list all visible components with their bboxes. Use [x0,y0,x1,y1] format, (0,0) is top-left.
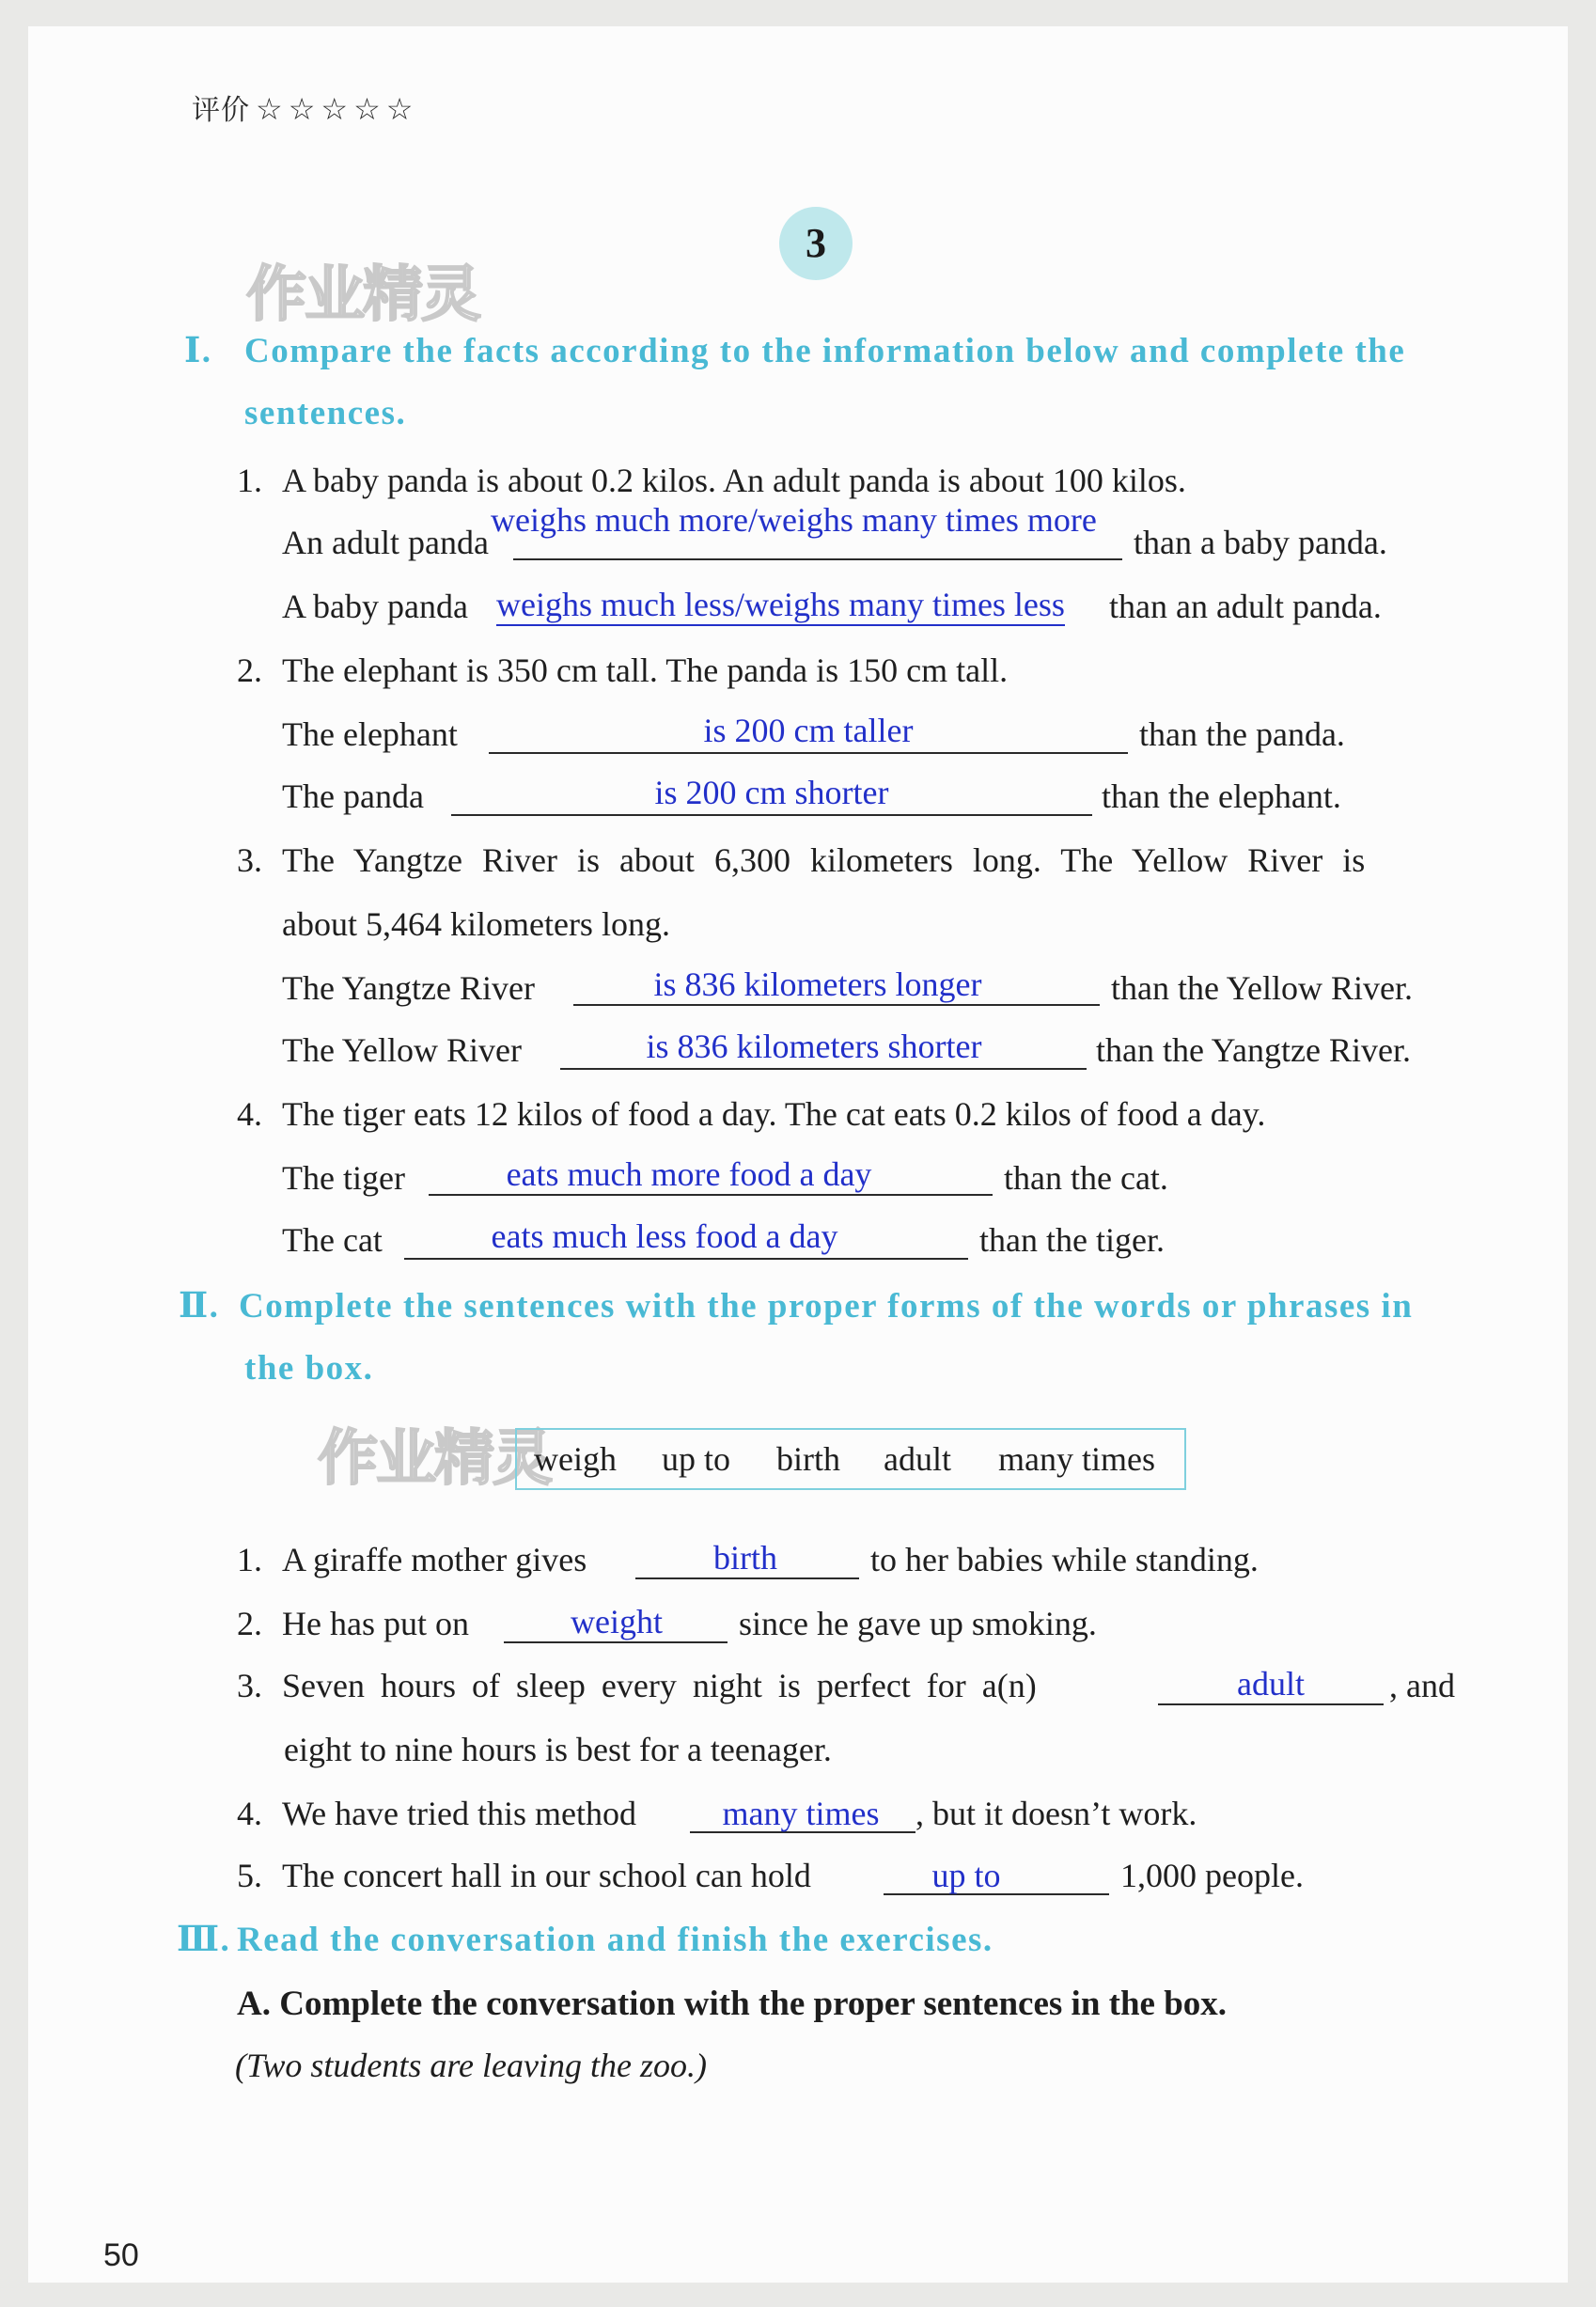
section-1-title-cont: sentences. [244,394,407,432]
q2-answer-2: is 200 cm shorter [654,774,889,811]
section-3-title: Ⅲ. Read the conversation and finish the exercises. [177,1918,994,1960]
star-icon: ☆ [288,91,316,127]
box-word: many times [998,1440,1155,1478]
fill-3-answer: adult [1237,1665,1305,1703]
star-icon: ☆ [321,91,349,127]
section-numeral: Ⅲ. [177,1921,231,1959]
box-word: up to [662,1440,731,1478]
star-icon: ☆ [385,91,414,127]
scene-note: (Two students are leaving the zoo.) [235,2047,707,2084]
watermark: 作业精灵 [246,260,479,330]
q1-sentence-2-end: than an adult panda. [1109,588,1382,625]
q3-answer-1: is 836 kilometers longer [653,965,982,1003]
q2-sentence-2-end: than the elephant. [1102,777,1341,815]
q2-sentence-1-end: than the panda. [1139,715,1345,753]
fill-4-end: , but it doesn’t work. [915,1795,1197,1832]
q2-answer-1: is 200 cm taller [703,712,914,749]
word-box [515,1428,1186,1490]
box-word: birth [776,1440,840,1478]
watermark: 作业精灵 [318,1424,551,1494]
evaluation-rating [192,86,413,128]
fill-3-cont: eight to nine hours is best for a teenager. [284,1731,832,1768]
fill-1-start: 1. A giraffe mother gives [237,1541,587,1578]
fill-4-answer: many times [722,1795,880,1832]
q3-answer-2: is 836 kilometers shorter [646,1028,982,1065]
fill-4-start: 4. We have tried this method [237,1795,636,1832]
unit-number-badge: 3 [779,207,853,280]
answer-blank [560,1068,1087,1070]
fill-5-start: 5. The concert hall in our school can hold [237,1857,811,1894]
answer-blank [1158,1703,1384,1705]
answer-blank [573,1004,1100,1006]
question-2-fact: 2. The elephant is 350 cm tall. The panda is 150 cm tall. [237,651,1009,689]
question-1-fact: 1. A baby panda is about 0.2 kilos. An adult panda is about 100 kilos. [237,462,1186,499]
q1-answer-1: weighs much more/weighs many times more [491,501,1097,539]
fill-2-answer: weight [571,1603,663,1640]
q1-sentence-1-end: than a baby panda. [1134,524,1387,561]
answer-blank [513,558,1122,560]
q3-sentence-1-start: The Yangtze River [282,969,535,1007]
section-numeral: Ⅰ. [184,332,212,370]
q1-sentence-1-start: An adult panda [282,524,489,561]
fill-5-end: 1,000 people. [1120,1857,1304,1894]
star-icon: ☆ [256,91,283,127]
question-3-fact-cont: about 5,464 kilometers long. [282,905,670,943]
answer-blank [429,1194,993,1196]
q4-sentence-1-start: The tiger [282,1159,405,1197]
fill-3-end: , and [1389,1667,1455,1704]
q1-sentence-2-start: A baby panda [282,588,468,625]
q3-sentence-2-end: than the Yangtze River. [1096,1031,1411,1069]
fill-2-end: since he gave up smoking. [739,1605,1097,1642]
answer-blank [451,814,1092,816]
box-word: weigh [534,1440,617,1478]
question-4-fact: 4. The tiger eats 12 kilos of food a day. The cat eats 0.2 kilos of food a day. [237,1095,1266,1133]
q2-sentence-1-start: The elephant [282,715,458,753]
answer-blank [489,752,1128,754]
fill-1-end: to her babies while standing. [870,1541,1259,1578]
q4-answer-1: eats much more food a day [506,1155,872,1193]
section-2-title: Ⅱ. Complete the sentences with the proper forms of the words or phrases in [179,1284,1413,1326]
page-number: 50 [103,2237,139,2273]
q4-sentence-1-end: than the cat. [1004,1159,1168,1197]
section-1-title: Ⅰ. Compare the facts according to the information below and complete the [184,329,1405,371]
question-3-fact: 3. The Yangtze River is about 6,300 kilometers long. The Yellow River is [237,841,1366,879]
answer-blank [635,1577,859,1579]
answer-blank [504,1641,728,1643]
evaluation-label: 评价 [192,94,250,127]
q3-sentence-2-start: The Yellow River [282,1031,522,1069]
star-icon: ☆ [353,91,381,127]
section-2-title-cont: the box. [244,1349,374,1388]
box-word: adult [884,1440,951,1478]
q2-sentence-2-start: The panda [282,777,424,815]
fill-5-answer: up to [931,1857,1001,1894]
fill-1-answer: birth [713,1539,777,1577]
fill-3-start: 3. Seven hours of sleep every night is perfect for a(n) [237,1667,1037,1704]
q1-answer-2: weighs much less/weighs many times less [496,585,1065,626]
q4-answer-2: eats much less food a day [491,1217,838,1255]
part-a-instruction: A. Complete the conversation with the proper sentences in the box. [237,1985,1228,2023]
q4-sentence-2-end: than the tiger. [979,1221,1165,1259]
q3-sentence-1-end: than the Yellow River. [1111,969,1413,1007]
answer-blank [404,1258,968,1260]
q4-sentence-2-start: The cat [282,1221,383,1259]
section-numeral: Ⅱ. [179,1287,220,1326]
fill-2-start: 2. He has put on [237,1605,469,1642]
